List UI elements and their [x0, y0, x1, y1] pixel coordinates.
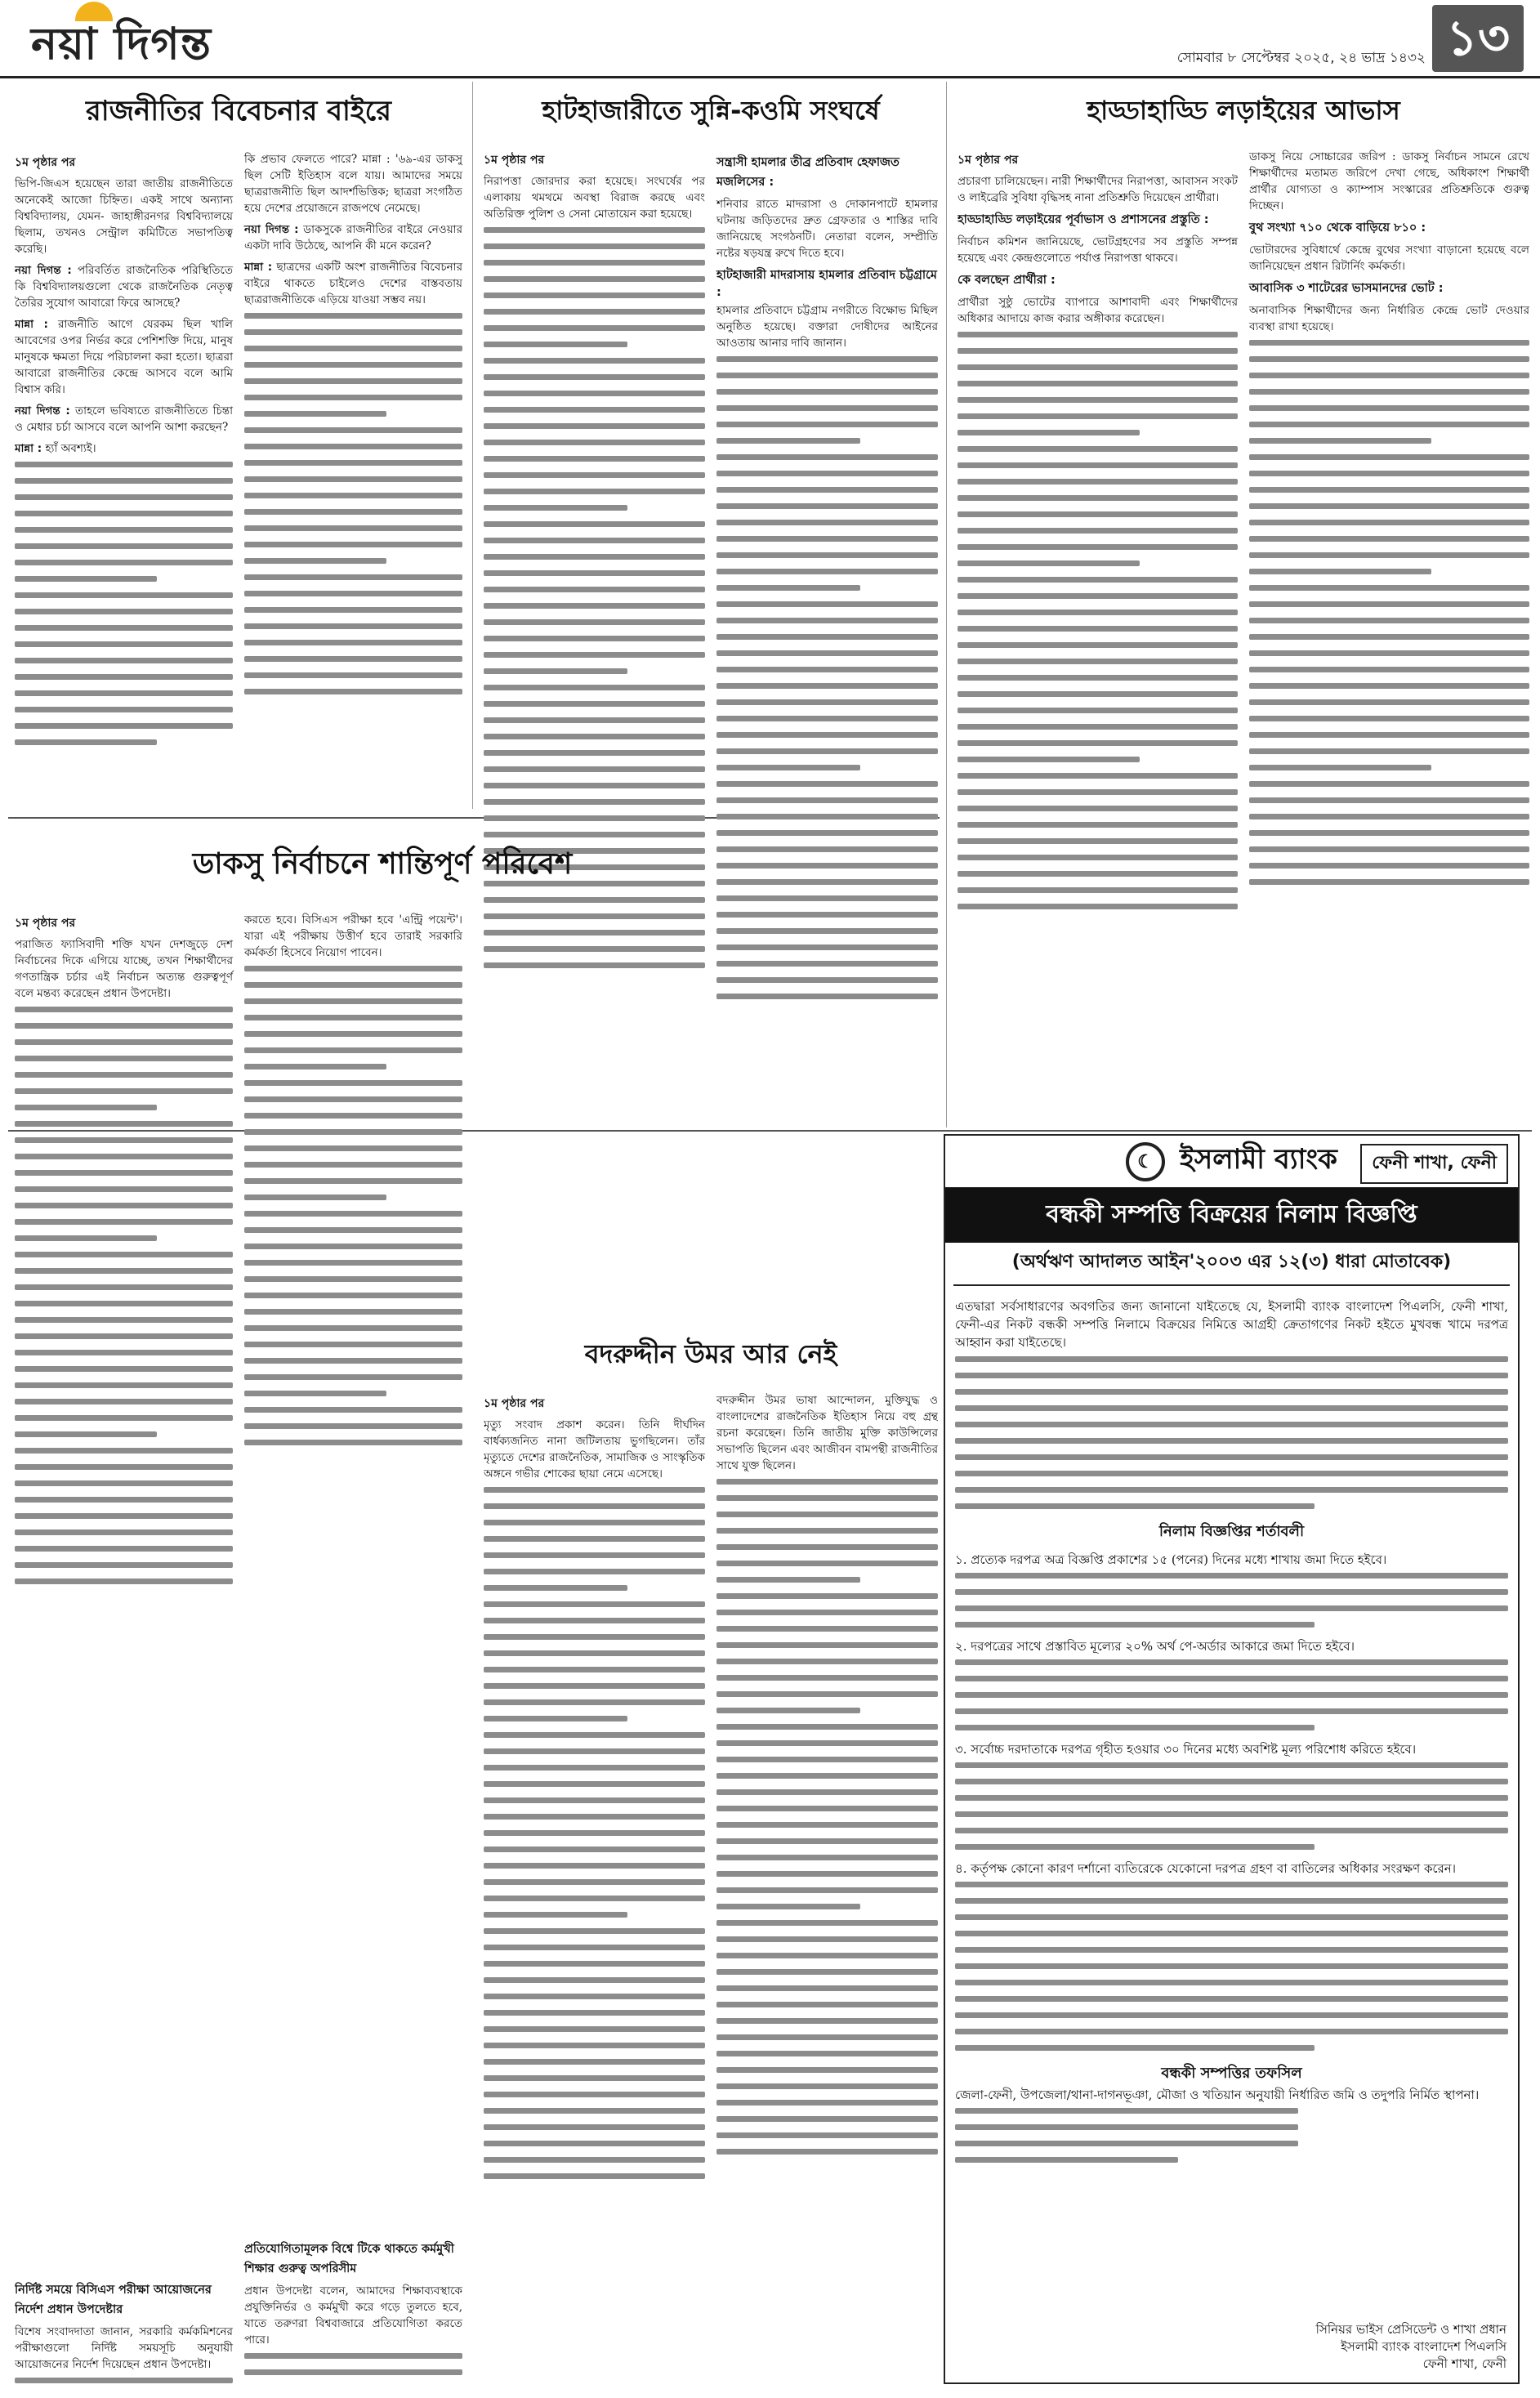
article-text: নিরাপত্তা জোরদার করা হয়েছে। সংঘর্ষের পর এলাকায় থমথমে অবস্থা বিরাজ করছে এবং অতিরিক্ত পুলিশ ও সেনা মোতায়েন করা হয়েছে। [484, 175, 705, 221]
text-filler [15, 2378, 233, 2383]
text-filler [244, 313, 462, 812]
article-text: নির্বাচন কমিশন জানিয়েছে, ভোটগ্রহণের সব প্রস্তুতি সম্পন্ন হয়েছে এবং কেন্দ্রগুলোতে পর্যাপ্ত নিরাপত্তা থাকবে। [957, 235, 1238, 265]
answer-text: রাজনীতি আগে যেরকম ছিল খালি আবেগের ওপর নির্ভর করে পেশিশক্তি দিয়ে, মানুষ মানুষকে ক্ষমতা দিয়ে পরিচালনা করা হতো। ছাত্ররা আবারো রাজনীতির কেন্দ্রে আসবে বলে আমি বিশ্বাস করি। [15, 318, 233, 396]
signatory-title: সিনিয়র ভাইস প্রেসিডেন্ট ও শাখা প্রধান [1315, 2322, 1507, 2337]
ad-bank-header [945, 1136, 1518, 1188]
subheading: বুথ সংখ্যা ৭১০ থেকে বাড়িয়ে ৮১০ : [1249, 221, 1426, 234]
signatory-bank: ইসলামী ব্যাংক বাংলাদেশ পিএলসি [1341, 2339, 1507, 2354]
term-item: ১. প্রত্যেক দরপত্র অত্র বিজ্ঞপ্তি প্রকাশের ১৫ (পনের) দিনের মধ্যে শাখায় জমা দিতে হইবে। [955, 1552, 1387, 1567]
headline-politics: রাজনীতির বিবেচনার বাইরে [86, 95, 391, 127]
subheading: কে বলছেন প্রার্থীরা : [957, 274, 1056, 287]
interview-answer [244, 259, 462, 308]
dateline: সোমবার ৮ সেপ্টেম্বর ২০২৫, ২৪ ভাদ্র ১৪৩২ [1176, 50, 1426, 66]
text-filler [955, 1659, 1508, 1730]
article-hadda [957, 87, 1529, 1124]
question-text: তাহলে ভবিষ্যতে রাজনীতিতে চিন্তা ও মেধার চর্চা আসবে বলে আপনি আশা করছেন? [15, 404, 234, 434]
speaker-label: মান্না : [244, 261, 273, 274]
column-divider [946, 82, 947, 1128]
ad-body [945, 1291, 1518, 2180]
interview-question [15, 403, 233, 435]
text-filler [1249, 340, 1529, 1111]
text-filler [955, 1356, 1508, 1509]
text-filler [957, 332, 1238, 1103]
article-text: শনিবার রাতে মাদরাসা ও দোকানপাটে হামলার ঘটনায় জড়িতদের দ্রুত গ্রেফতার ও শাস্তির দাবি জানিয়েছে সংগঠনটি। নেতারা বলেন, সম্প্রীতি নষ্টের ষড়যন্ত্র রুখে দিতে হবে। [716, 198, 938, 260]
continued-label: ১ম পৃষ্ঠার পর [15, 156, 76, 169]
page-number: ১৩ [1432, 5, 1524, 72]
text-filler [716, 1479, 938, 2276]
article-text: কি প্রভাব ফেলতে পারে? মান্না : '৬৯-এর ডাকসু ছিল সেটি ইতিহাস বলে যায়। আমাদের সময়ে ছাত্ররাজনীতি ছিল আদর্শভিত্তিক; ছাত্ররা সংগঠিত হয়ে দেশের প্রয়োজনে রাজপথে নেমেছে। [244, 153, 462, 215]
headline-badruddin: বদরুদ্দীন উমর আর নেই [584, 1338, 837, 1369]
article-badruddin [484, 1137, 938, 2383]
masthead [0, 0, 1540, 78]
ad-title: বন্ধকী সম্পত্তি বিক্রয়ের নিলাম বিজ্ঞপ্তি [945, 1188, 1518, 1243]
bank-logo-icon: ☾ [1126, 1142, 1165, 1181]
interview-answer [15, 316, 233, 398]
subheading: নির্দিষ্ট সময়ে বিসিএস পরীক্ষা আয়োজনের নির্দেশ প্রধান উপদেষ্টার [15, 2284, 212, 2316]
ad-intro: এতদ্বারা সর্বসাধারণের অবগতির জন্য জানানো যাইতেছে যে, ইসলামী ব্যাংক বাংলাদেশ পিএলসি, ফেনী শাখা, ফেনী-এর নিকট বন্ধকী সম্পত্তি নিলামে বিক্রয়ের নিমিত্তে আগ্রহী ক্রেতাগণের নিকট হইতে মুখবন্ধ খামে দরপত্র আহ্বান করা যাইতেছে। [955, 1299, 1508, 1350]
subheading: সন্ত্রাসী হামলার তীব্র প্রতিবাদ হেফাজত মজলিসের : [716, 156, 899, 189]
auction-advertisement [944, 1134, 1520, 2384]
headline-hadda: হাড্ডাহাড্ডি লড়াইয়ের আভাস [1087, 95, 1400, 126]
speaker-label: নয়া দিগন্ত : [15, 264, 72, 277]
subheading: আবাসিক ৩ শাটেরের ভাসমানদের ভোট : [1249, 282, 1444, 295]
speaker-label: মান্না : [15, 442, 42, 455]
article-text: ভিপি-জিএস হয়েছেন তারা জাতীয় রাজনীতিতে অনেকেই আজো চিহ্নিত। একই সাথে অন্যান্য বিশ্ববিদ্যালয়, যেমন- জাহাঙ্গীরনগর বিশ্ববিদ্যালয়ে ছিলাম, তখনও সেন্ট্রাল কমিটিতে সভাপতিত্ব করেছি। [15, 177, 233, 256]
article-politics [15, 87, 462, 812]
bank-branch: ফেনী শাখা, ফেনী [1360, 1144, 1508, 1184]
article-text: ডাকসু নিয়ে সোচ্চারের জরিপ : ডাকসু নির্বাচন সামনে রেখে শিক্ষার্থীদের মতামত জরিপে দেখা গেছে, অধিকাংশ শিক্ষার্থী প্রার্থীর যোগ্যতা ও ক্যাম্পাস সংস্কারের প্রতিশ্রুতিকে গুরুত্ব দিচ্ছেন। [1249, 150, 1529, 212]
ad-subtitle: (অর্থঋণ আদালত আইন'২০০৩ এর ১২(৩) ধারা মোতাবেক) [1011, 1252, 1452, 1272]
text-filler [15, 1007, 233, 2276]
subheading: প্রতিযোগিতামূলক বিশ্বে টিকে থাকতে কর্মমুখী শিক্ষার গুরুত্ব অপরিসীম [244, 2243, 454, 2275]
continued-label: ১ম পৃষ্ঠার পর [15, 917, 76, 930]
article-text: পরাজিত ফ্যাসিবাদী শক্তি যখন দেশজুড়ে দেশ নির্বাচনের দিকে এগিয়ে যাচ্ছে, তখন শিক্ষার্থীদের গণতান্ত্রিক চর্চার এই নির্বাচন অত্যন্ত গুরুত্বপূর্ণ বলে মন্তব্য করেছেন প্রধান উপদেষ্টা। [15, 938, 233, 1000]
speaker-label: নয়া দিগন্ত : [244, 223, 299, 236]
headline-hathazari: হাটহাজারীতে সুন্নি-কওমি সংঘর্ষে [542, 95, 880, 126]
article-text: হামলার প্রতিবাদে চট্টগ্রাম নগরীতে বিক্ষোভ মিছিল অনুষ্ঠিত হয়েছে। বক্তারা দোষীদের আইনের আওতায় আনার দাবি জানান। [716, 304, 938, 350]
signatory-branch: ফেনী শাখা, ফেনী [1422, 2356, 1507, 2371]
article-text: করতে হবে। বিসিএস পরীক্ষা হবে 'এন্ট্রি পয়েন্ট'। যারা এই পরীক্ষায় উত্তীর্ণ হবে তারাই সরকারি কর্মকর্তা হিসেবে নিয়োগ পাবেন। [244, 913, 462, 959]
article-text: বিশেষ সংবাদদাতা জানান, সরকারি কর্মকমিশনের পরীক্ষাগুলো নির্দিষ্ট সময়সূচি অনুযায়ী আয়োজনের নির্দেশ দিয়েছেন প্রধান উপদেষ্টা। [15, 2325, 233, 2371]
question-text: পরিবর্তিত রাজনৈতিক পরিস্থিতিতে কি বিশ্ববিদ্যালয়গুলো থেকে রাজনৈতিক নেতৃত্ব তৈরির সুযোগ আবারো ফিরে আসছে? [15, 264, 233, 310]
ad-signatory [1316, 2321, 1507, 2373]
text-filler [244, 2353, 462, 2383]
bank-name: ইসলামী ব্যাংক [1180, 1143, 1337, 1176]
text-filler [955, 1573, 1508, 1628]
text-filler [955, 2108, 1298, 2163]
schedule-text: জেলা-ফেনী, উপজেলা/থানা-দাগনভূঞা, মৌজা ও খতিয়ান অনুযায়ী নির্ধারিত জমি ও তদুপরি নির্মিত স্থাপনা। [955, 2088, 1480, 2102]
article-text: অনাবাসিক শিক্ষার্থীদের জন্য নির্ধারিত কেন্দ্রে ভোট দেওয়ার ব্যবস্থা রাখা হয়েছে। [1249, 304, 1529, 333]
terms-title: নিলাম বিজ্ঞপ্তির শর্তাবলী [1158, 1523, 1305, 1540]
interview-answer [15, 440, 233, 457]
divider [953, 1284, 1510, 1286]
article-text: মৃত্যু সংবাদ প্রকাশ করেন। তিনি দীর্ঘদিন বার্ধক্যজনিত নানা জটিলতায় ভুগছিলেন। তাঁর মৃত্যুতে দেশের রাজনৈতিক, সামাজিক ও সাংস্কৃতিক অঙ্গনে গভীর শোকের ছায়া নেমে এসেছে। [484, 1418, 705, 1480]
article-text: বদরুদ্দীন উমর ভাষা আন্দোলন, মুক্তিযুদ্ধ ও বাংলাদেশের রাজনৈতিক ইতিহাস নিয়ে বহু গ্রন্থ রচনা করেছেন। তিনি জাতীয় মুক্তি কাউন্সিলের সভাপতি ছিলেন এবং আজীবন বামপন্থী রাজনীতির সাথে যুক্ত ছিলেন। [716, 1394, 938, 1472]
continued-label: ১ম পৃষ্ঠার পর [484, 1397, 545, 1410]
continued-label: ১ম পৃষ্ঠার পর [484, 154, 545, 167]
article-text: প্রধান উপদেষ্টা বলেন, আমাদের শিক্ষাব্যবস্থাকে প্রযুক্তিনির্ভর ও কর্মমুখী করে গড়ে তুলতে হবে, যাতে তরুণরা বিশ্ববাজারে প্রতিযোগিতা করতে পারে। [244, 2284, 462, 2347]
continued-label: ১ম পৃষ্ঠার পর [957, 154, 1019, 167]
article-text: প্রচারণা চালিয়েছেন। নারী শিক্ষার্থীদের নিরাপত্তা, আবাসন সংকট ও লাইব্রেরি সুবিধা বৃদ্ধিসহ নানা প্রতিশ্রুতি দিয়েছেন প্রার্থীরা। [957, 175, 1238, 204]
speaker-label: মান্না : [15, 318, 48, 331]
subheading: হাড্ডাহাড্ডি লড়াইয়ের পূর্বাভাস ও প্রশাসনের প্রস্তুতি : [957, 213, 1209, 226]
schedule-title: বন্ধকী সম্পত্তির তফসিল [1161, 2065, 1302, 2082]
term-item: ৩. সর্বোচ্চ দরদাতাকে দরপত্র গৃহীত হওয়ার ৩০ দিনের মধ্যে অবশিষ্ট মূল্য পরিশোধ করিতে হইবে। [955, 1742, 1417, 1757]
subheading: হাটহাজারী মাদরাসায় হামলার প্রতিবাদ চট্টগ্রামে : [716, 269, 937, 299]
article-text: প্রার্থীরা সুষ্ঠু ভোটের ব্যাপারে আশাবাদী এবং শিক্ষার্থীদের অধিকার আদায়ে কাজ করার অঙ্গীকার করেছেন। [957, 296, 1238, 325]
text-filler [955, 1762, 1508, 1850]
answer-text: হ্যাঁ অবশ্যই। [45, 442, 96, 455]
column-divider [472, 82, 473, 809]
answer-text: ছাত্রদের একটি অংশ রাজনীতির বিবেচনার বাইরে থাকতে চাইলেও দেশের বাস্তবতায় ছাত্ররাজনীতিকে এড়িয়ে যাওয়া সম্ভব নয়। [244, 261, 462, 306]
article-text: ভোটারদের সুবিধার্থে কেন্দ্রে বুথের সংখ্যা বাড়ানো হয়েছে বলে জানিয়েছেন প্রধান রিটার্নিং কর্মকর্তা। [1249, 243, 1529, 273]
speaker-label: নয়া দিগন্ত : [15, 404, 70, 418]
newspaper-logo: নয়া দিগন্ত [31, 18, 212, 69]
headline-dakusu: ডাকসু নির্বাচনে শান্তিপূর্ণ পরিবেশ [192, 847, 573, 881]
interview-question [15, 262, 233, 311]
text-filler [244, 966, 462, 2235]
interview-question [244, 221, 462, 254]
text-filler [484, 1487, 705, 2284]
text-filler [15, 462, 233, 812]
question-text: ডাকসুকে রাজনীতির বাইরে নেওয়ার একটা দাবি উঠেছে, আপনি কী মনে করেন? [244, 223, 462, 252]
text-filler [955, 1882, 1508, 2051]
term-item: ২. দরপত্রের সাথে প্রস্তাবিত মূল্যের ২০% অর্থ পে-অর্ডার আকারে জমা দিতে হইবে। [955, 1639, 1355, 1654]
term-item: ৪. কর্তৃপক্ষ কোনো কারণ দর্শানো ব্যতিরেকে যেকোনো দরপত্র গ্রহণ বা বাতিলের অধিকার সংরক্ষণ করেন। [955, 1861, 1457, 1876]
